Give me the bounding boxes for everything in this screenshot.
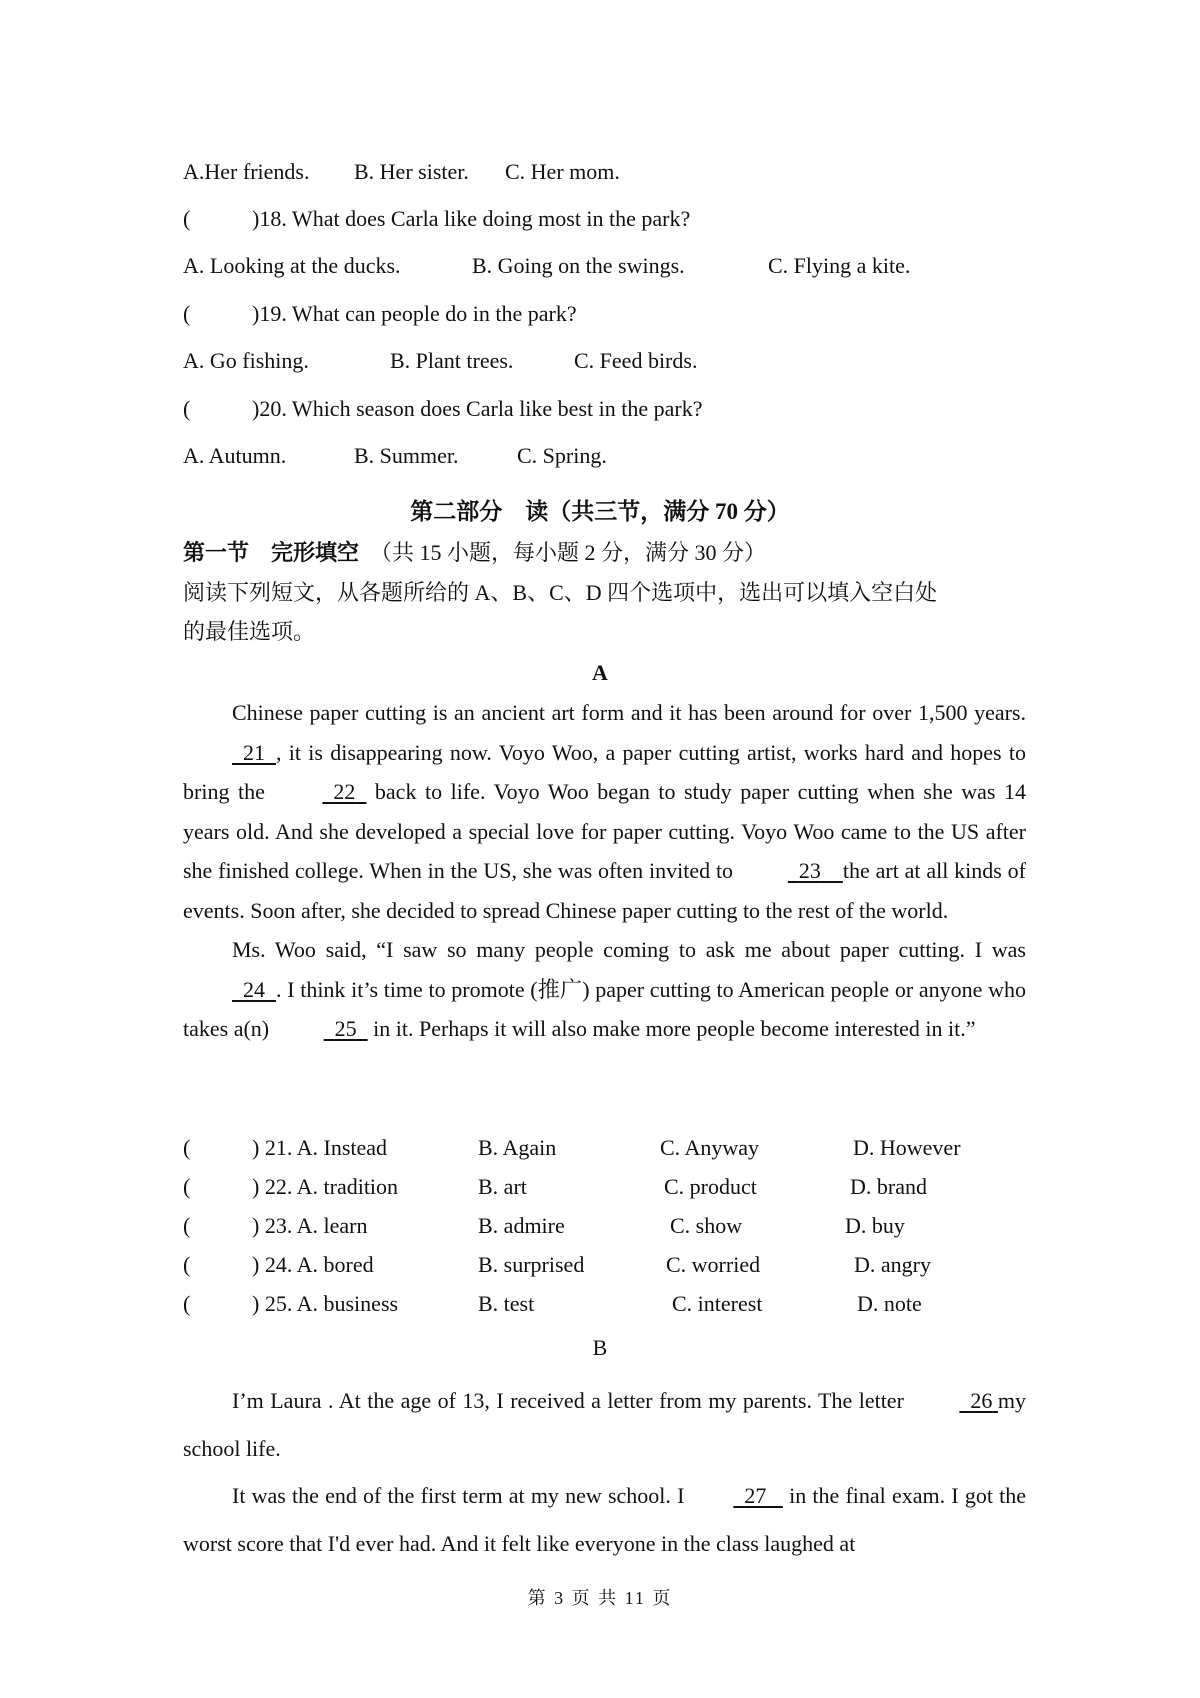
q17-option-a: A.Her friends. — [183, 159, 310, 184]
cloze-option-a: ) 22. A. tradition — [252, 1174, 399, 1199]
passage-a-text: back to life. Voyo Woo began to study paper cutting when she was 14 years old. And she developed a special love for paper cutting. Voyo Woo came to the US after she finished college. When in the US, she was often invited to — [183, 779, 1026, 883]
q20-option-a: A. Autumn. — [183, 443, 287, 468]
instruction-line-2: 的最佳选项。 — [183, 619, 316, 644]
passage-b-text: in the final exam. I got the worst score that I'd ever had. And it felt like everyone in the class laughed at — [183, 1483, 1026, 1556]
cloze-question-25 — [0, 1289, 1200, 1319]
q19-option-b: B. Plant trees. — [390, 348, 514, 373]
q18-option-c: C. Flying a kite. — [768, 253, 911, 278]
cloze-option-b: B. test — [478, 1291, 535, 1316]
answer-paren[interactable]: ( — [183, 206, 191, 231]
passage-a-text: . I think it’s time to promote (推广) paper cutting to American people or anyone who takes a(n) — [183, 976, 1026, 1041]
q17-options — [0, 157, 1200, 187]
q18-options — [0, 251, 1200, 281]
cloze-option-b: B. art — [478, 1174, 527, 1199]
cloze-option-c: C. product — [664, 1174, 757, 1199]
blank-26[interactable] — [910, 1377, 998, 1425]
passage-a-text: Chinese paper cutting is an ancient art form and it has been around for over 1,500 years. — [232, 700, 1026, 725]
section-one-scoring: （共 15 小题，每小题 2 分，满分 30 分） — [359, 540, 767, 565]
part-two-title: 第二部分 读（共三节，满分 70 分） — [410, 499, 790, 524]
q17-option-c: C. Her mom. — [505, 159, 620, 184]
cloze-option-d: D. angry — [854, 1252, 931, 1277]
passage-a-label: A — [592, 660, 608, 685]
cloze-option-a: ) 21. A. Instead — [252, 1135, 388, 1160]
blank-number: 21 — [243, 739, 265, 765]
cloze-option-c: C. worried — [666, 1252, 761, 1277]
cloze-option-b: B. admire — [478, 1213, 565, 1238]
cloze-option-d: D. note — [857, 1291, 922, 1316]
cloze-option-c: C. Anyway — [660, 1135, 759, 1160]
blank-number: 22 — [333, 779, 356, 804]
blank-23[interactable] — [739, 851, 843, 891]
answer-paren[interactable]: ( — [183, 1135, 191, 1160]
blank-24[interactable] — [183, 970, 276, 1010]
passage-a-text: in it. Perhaps it will also make more people become interested in it.” — [367, 1016, 976, 1041]
section-one-title — [183, 537, 766, 569]
passage-b-label: B — [592, 1335, 608, 1360]
passage-a-text: Ms. Woo said, “I saw so many people coming to ask me about paper cutting. I was — [232, 937, 1026, 962]
blank-22[interactable] — [273, 772, 366, 812]
passage-b-text: It was the end of the first term at my new school. I — [232, 1483, 685, 1508]
blank-number: 27 — [744, 1483, 767, 1508]
cloze-question-21 — [0, 1133, 1200, 1163]
answer-paren[interactable]: ( — [183, 396, 191, 421]
q19-question: )19. What can people do in the park? — [252, 301, 577, 326]
cloze-question-22 — [0, 1172, 1200, 1202]
passage-b-text: I’m Laura . At the age of 13, I received a letter from my parents. The letter — [232, 1388, 911, 1413]
q18-option-a: A. Looking at the ducks. — [183, 253, 401, 278]
q20-options — [0, 441, 1200, 471]
cloze-option-d: D. brand — [850, 1174, 927, 1199]
q18-question-row — [0, 204, 1200, 234]
cloze-option-a: ) 25. A. business — [252, 1291, 399, 1316]
blank-number: 26 — [970, 1388, 993, 1413]
q20-option-b: B. Summer. — [354, 443, 459, 468]
q19-option-c: C. Feed birds. — [574, 348, 698, 373]
passage-b-text: my school life. — [183, 1388, 1026, 1461]
passage-b-paragraph-2 — [183, 1472, 1026, 1567]
passage-a — [183, 693, 1026, 1049]
passage-a-paragraph-1 — [183, 693, 1026, 930]
page-number-footer: 第 3 页 共 11 页 — [527, 1588, 673, 1608]
blank-25[interactable] — [275, 1009, 368, 1049]
q18-option-b: B. Going on the swings. — [472, 253, 685, 278]
answer-paren[interactable]: ( — [183, 1291, 191, 1316]
cloze-option-d: D. However — [853, 1135, 961, 1160]
blank-27[interactable] — [684, 1472, 783, 1520]
cloze-option-d: D. buy — [845, 1213, 905, 1238]
cloze-option-b: B. Again — [478, 1135, 557, 1160]
answer-paren[interactable]: ( — [183, 301, 191, 326]
passage-a-paragraph-2 — [183, 930, 1026, 1049]
q20-option-c: C. Spring. — [517, 443, 607, 468]
q20-question: )20. Which season does Carla like best in the park? — [252, 396, 703, 421]
cloze-question-24 — [0, 1250, 1200, 1280]
blank-21[interactable] — [183, 733, 276, 773]
q20-question-row — [0, 394, 1200, 424]
cloze-option-a: ) 24. A. bored — [252, 1252, 374, 1277]
section-one-bold: 第一节 完形填空 — [183, 540, 360, 565]
q19-question-row — [0, 299, 1200, 329]
passage-a-text: , it is disappearing now. Voyo Woo, a paper cutting artist, works hard and hopes to bring the — [183, 739, 1026, 804]
answer-paren[interactable]: ( — [183, 1252, 191, 1277]
passage-b — [183, 1377, 1026, 1567]
cloze-option-c: C. interest — [672, 1291, 763, 1316]
cloze-question-23 — [0, 1211, 1200, 1241]
cloze-option-c: C. show — [670, 1213, 743, 1238]
blank-number: 24 — [243, 976, 265, 1002]
q18-question: )18. What does Carla like doing most in the park? — [252, 206, 691, 231]
blank-number: 23 — [798, 858, 821, 883]
q19-options — [0, 346, 1200, 376]
answer-paren[interactable]: ( — [183, 1213, 191, 1238]
cloze-option-a: ) 23. A. learn — [252, 1213, 368, 1238]
cloze-option-b: B. surprised — [478, 1252, 585, 1277]
passage-a-text: the art at all kinds of events. Soon after, she decided to spread Chinese paper cutting to the rest of the world. — [183, 858, 1026, 923]
q19-option-a: A. Go fishing. — [183, 348, 309, 373]
instruction-line-1: 阅读下列短文，从各题所给的 A、B、C、D 四个选项中，选出可以填入空白处 — [183, 580, 938, 605]
q17-option-b: B. Her sister. — [354, 159, 469, 184]
blank-number: 25 — [334, 1016, 357, 1041]
passage-b-paragraph-1 — [183, 1377, 1026, 1472]
answer-paren[interactable]: ( — [183, 1174, 191, 1199]
